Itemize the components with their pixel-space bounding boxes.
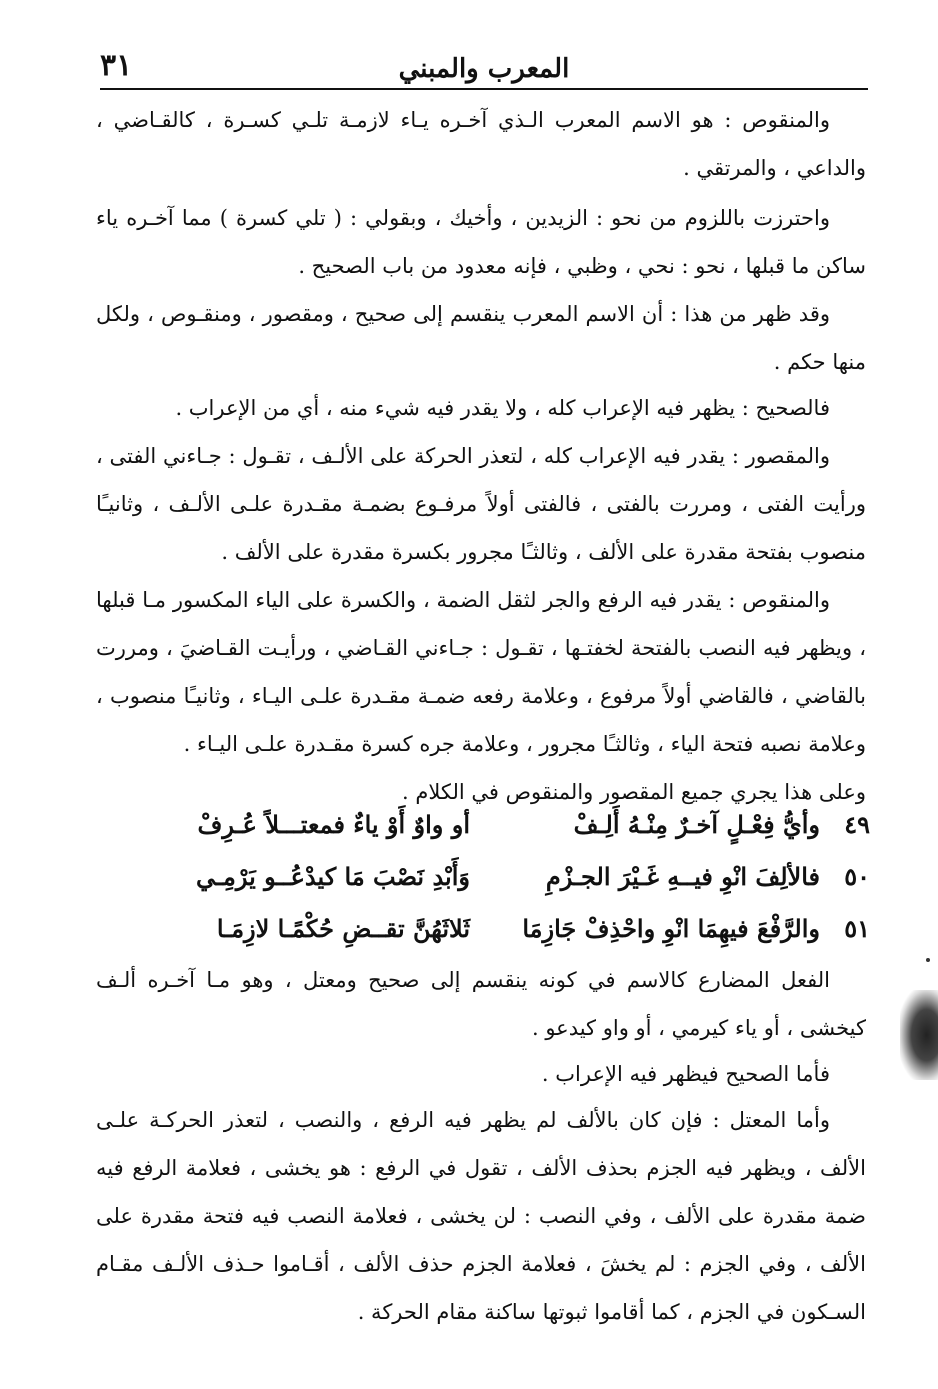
verse-first-hemistich: والرَّفْعَ فيهِمَا انْوِ واحْذِفْ جَازِمَا xyxy=(522,914,820,943)
paragraph-sahih: فالصحيح : يظهر فيه الإعراب كله ، ولا يقدر فيه شيء منه ، أي من الإعراب . xyxy=(175,396,830,420)
verse-number: ٤٩ xyxy=(844,810,870,839)
paragraph-exclusion: واحترزت باللزوم من نحو : الزيدين ، وأخيك ، وبقولي : ( تلي كسرة ) مما آخـره ياء ساكن ما قبلها ، نحو : نحي ، وظبي ، فإنه معدود من باب الصحيح . xyxy=(96,206,866,278)
verse-second-hemistich: أو واوٌ أَوْ ياءٌ فمعتـــلاً عُـرِفْ xyxy=(197,810,470,839)
paragraph-summary: وعلى هذا يجري جميع المقصور والمنقوص في الكلام . xyxy=(401,780,866,804)
page-number: ٣١ xyxy=(100,48,133,83)
paragraph-maqsur: والمقصور : يقدر فيه الإعراب كله ، لتعذر الحركة على الألـف ، تقـول : جـاءني الفتى ، ورأيت الفتى ، ومررت بالفتى ، فالفتى أولاً مرفـوع بضمـة مقـدرة علـى الألـف ، وثانيـًا منصوب بفتحة مقدرة على الألف ، وثالثـًا مجرور بكسرة مقدرة على الألف . xyxy=(96,444,866,564)
verse-number: ٥١ xyxy=(844,914,870,943)
verse-second-hemistich: وَأَبْدِ نَصْبَ مَا كيدْعُــو يَرْمِـي xyxy=(195,862,470,891)
verse-line xyxy=(100,854,870,906)
running-title: المعرب والمبني xyxy=(398,54,570,84)
paragraph-mudari: الفعل المضارع كالاسم في كونه ينقسم إلى صحيح ومعتل ، وهو مـا آخـره ألـف كيخشى ، أو ياء كيرمي ، أو واو كيدعو . xyxy=(96,968,866,1040)
verse-first-hemistich: وأيُّ فِعْـلٍ آخـرٌ مِنْـهُ أَلِـفْ xyxy=(573,810,820,839)
scan-smudge xyxy=(900,990,938,1080)
verse-line xyxy=(100,906,870,958)
verse-line xyxy=(100,802,870,854)
verse-second-hemistich: ثَلاثَهُنَّ تقــضِ حُكْمًـا لازِمَـا xyxy=(216,914,470,943)
page-header xyxy=(100,48,868,90)
paragraph-manqus-rule: والمنقوص : يقدر فيه الرفع والجر لثقل الضمة ، والكسرة على الياء المكسور مـا قبلها ، ويظهر فيه النصب بالفتحة لخفتـها ، تقـول : جـاءني القـاضي ، ورأيـت القـاضيَ ، ومررت بالقاضي ، فالقاضي أولاً مرفوع ، وعلامة رفعه ضمـة مقـدرة علـى اليـاء ، وثانيـًا منصوب ، وعلامة نصبه فتحة الياء ، وثالثـًا مجرور ، وعلامة جره كسرة مقـدرة علـى اليـاء . xyxy=(96,588,866,756)
scan-speck xyxy=(926,958,930,962)
paragraph-mudari-mutal: وأما المعتل : فإن كان بالألف لم يظهر فيه الرفع ، والنصب ، لتعذر الحركـة علـى الألف ، ويظهر فيه الجزم بحذف الألف ، تقول في الرفع : هو يخشى ، فعلامة الرفع فيه ضمة مقدرة على الألف ، وفي النصب : لن يخشى ، فعلامة النصب فيه فتحة مقدرة على الألف ، وفي الجزم : لم يخشَ ، فعلامة الجزم حذف الألف ، أقـاموا حـذف الألـف مقـام السـكون في الجزم ، كما أقاموا ثبوتها ساكنة مقام الحركة . xyxy=(96,1108,866,1324)
verse-first-hemistich: فالألِفَ انْوِ فيــهِ غَـيْرَ الجـزْمِ xyxy=(545,862,820,891)
paragraph-division: وقد ظهر من هذا : أن الاسم المعرب ينقسم إلى صحيح ، ومقصور ، ومنقـوص ، ولكل منها حكم . xyxy=(96,302,866,374)
paragraph-mudari-sahih: فأما الصحيح فيظهر فيه الإعراب . xyxy=(541,1062,830,1086)
verse-number: ٥٠ xyxy=(844,862,870,891)
paragraph-manqus-definition: والمنقوص : هو الاسم المعرب الـذي آخـره يـاء لازمـة تلـي كسـرة ، كالقـاضي ، والداعي ، والمرتقي . xyxy=(96,108,866,180)
